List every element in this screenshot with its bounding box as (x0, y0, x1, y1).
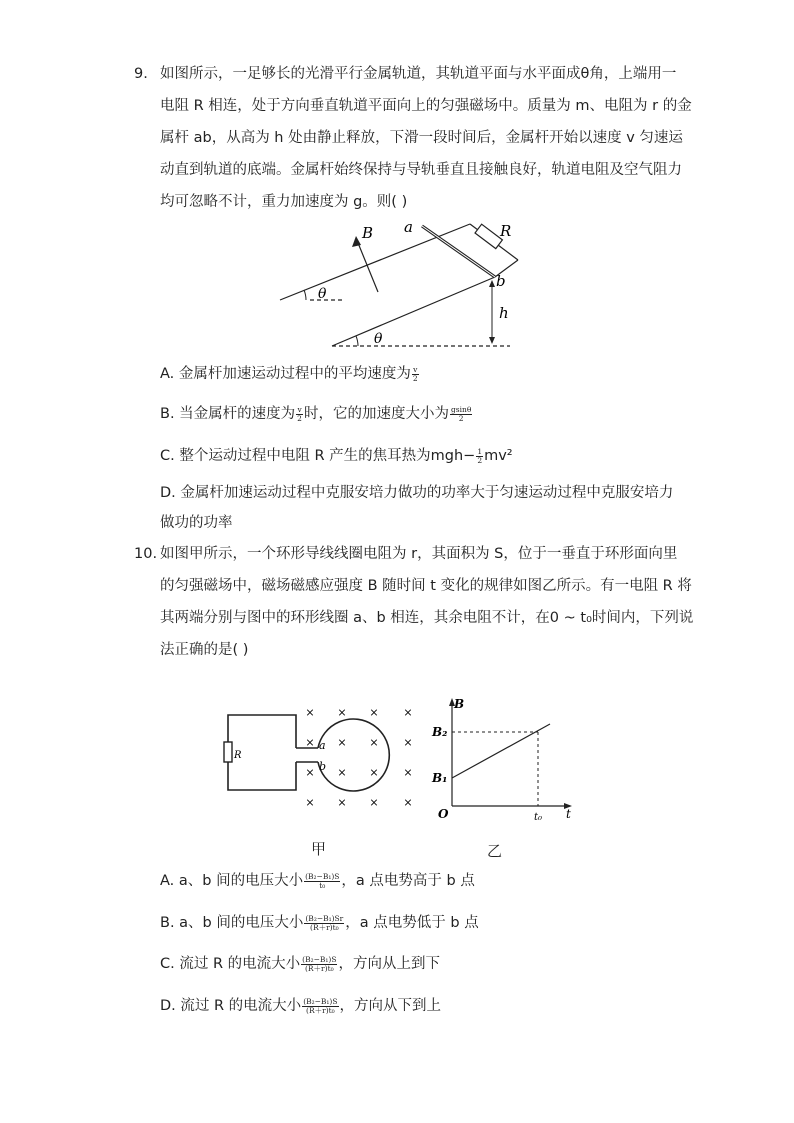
question-10-line-4: 法正确的是( ) (160, 642, 249, 658)
svg-text:×: × (305, 706, 315, 719)
label-a: a (319, 739, 326, 752)
svg-text:×: × (337, 736, 347, 749)
svg-text:×: × (403, 736, 413, 749)
label-R: R (234, 750, 242, 761)
q10-option-c[interactable]: C. 流过 R 的电流大小 $\frac{\text{(B₂−B₁)S}}{\text{(R＋r)t₀}}$ ，方向从上到下 (160, 954, 440, 973)
svg-text:×: × (337, 796, 347, 809)
question-10-number: 10. (134, 546, 158, 562)
fraction: $\frac{\text{(B₂−B₁)S}}{\text{(R＋r)t₀}}$ (302, 954, 337, 973)
label-B: B (362, 224, 374, 242)
label-B2: B₂ (432, 725, 448, 739)
question-10-line-3: 其两端分别与图中的环形线圈 a、b 相连，其余电阻不计，在0 ~ t₀时间内，下列说 (160, 610, 694, 626)
fraction: $\frac{v}{2}$ (297, 404, 302, 423)
q10-option-d[interactable]: D. 流过 R 的电流大小 $\frac{\text{(B₂−B₁)S}}{\text{(R＋r)t₀}}$ ，方向从下到上 (160, 996, 441, 1015)
svg-text:×: × (337, 706, 347, 719)
svg-text:×: × (369, 766, 379, 779)
fraction: $\frac{\text{(B₂−B₁)S}}{\text{t₀}}$ (305, 871, 340, 890)
svg-text:×: × (305, 766, 315, 779)
label-R: R (500, 222, 512, 240)
question-10-figure-left (222, 700, 422, 820)
caption-jia: 甲 (311, 840, 327, 858)
magnetic-field-crosses (305, 706, 412, 809)
label-theta-lower: θ (374, 331, 383, 347)
axis-label-B: B (454, 697, 465, 711)
question-9-line-3: 属杆 ab，从高为 h 处由静止释放，下滑一段时间后，金属杆开始以速度 v 匀速运 (160, 130, 683, 146)
question-9-figure (270, 214, 530, 354)
svg-text:×: × (337, 766, 347, 779)
fraction: $\frac{\text{(B₂−B₁)S}}{\text{(R＋r)t₀}}$ (303, 996, 338, 1015)
q9-option-d-continued: 做功的功率 (160, 515, 233, 531)
svg-text:×: × (305, 796, 315, 809)
fraction: $\frac{gsin\theta}{2}$ (450, 404, 472, 423)
svg-text:×: × (403, 796, 413, 809)
caption-yi: 乙 (487, 842, 503, 860)
fraction: $\frac{1}{2}$ (477, 446, 483, 465)
axis-label-t: t (566, 807, 571, 821)
svg-text:×: × (403, 706, 413, 719)
label-theta-upper: θ (318, 286, 327, 302)
question-9-line-5: 均可忽略不计，重力加速度为 g。则( ) (160, 194, 408, 210)
svg-text:×: × (403, 766, 413, 779)
svg-text:×: × (305, 736, 315, 749)
question-9-line-1: 如图所示，一足够长的光滑平行金属轨道，其轨道平面与水平面成θ角，上端用一 (160, 66, 677, 82)
q9-option-d[interactable]: D. 金属杆加速运动过程中克服安培力做功的功率大于匀速运动过程中克服安培力 (160, 485, 674, 501)
svg-text:×: × (369, 736, 379, 749)
q10-option-b[interactable]: B. a、b 间的电压大小 $\frac{\text{(B₂−B₁)Sr}}{\text{(R＋r)t₀}}$ ，a 点电势低于 b 点 (160, 913, 479, 932)
q9-option-b[interactable]: B. 当金属杆的速度为 $\frac{v}{2}$ 时，它的加速度大小为 $\frac{gsin\theta}{2}$ (160, 404, 472, 423)
label-t0: t₀ (534, 812, 543, 822)
fraction: $\frac{v}{2}$ (412, 364, 418, 383)
svg-text:×: × (369, 706, 379, 719)
question-9-line-2: 电阻 R 相连，处于方向垂直轨道平面向上的匀强磁场中。质量为 m、电阻为 r 的金 (160, 98, 692, 114)
label-b: b (496, 272, 506, 290)
question-10-line-1: 如图甲所示，一个环形导线线圈电阻为 r，其面积为 S，位于一垂直于环形面向里 (160, 546, 678, 562)
fraction: $\frac{\text{(B₂−B₁)Sr}}{\text{(R＋r)t₀}}$ (305, 913, 344, 932)
q9-option-c[interactable]: C. 整个运动过程中电阻 R 产生的焦耳热为mgh− $\frac{1}{2}$ mv² (160, 446, 513, 465)
resistor-R (224, 742, 232, 762)
label-origin: O (438, 807, 449, 821)
question-9-number: 9. (134, 66, 148, 82)
label-B1: B₁ (432, 771, 448, 785)
resistor-R (475, 224, 502, 248)
q10-option-a[interactable]: A. a、b 间的电压大小 $\frac{\text{(B₂−B₁)S}}{\text{t₀}}$ ，a 点电势高于 b 点 (160, 871, 475, 890)
question-10-line-2: 的匀强磁场中，磁场磁感应强度 B 随时间 t 变化的规律如图乙所示。有一电阻 R 将 (160, 578, 692, 594)
svg-text:×: × (369, 796, 379, 809)
q9-option-a[interactable]: A. 金属杆加速运动过程中的平均速度为 $\frac{v}{2}$ (160, 364, 418, 383)
label-h: h (499, 304, 509, 322)
label-b: b (319, 760, 327, 773)
label-a: a (404, 218, 413, 236)
question-10-figure-right (428, 692, 578, 822)
question-9-line-4: 动直到轨道的底端。金属杆始终保持与导轨垂直且接触良好，轨道电阻及空气阻力 (160, 162, 682, 178)
